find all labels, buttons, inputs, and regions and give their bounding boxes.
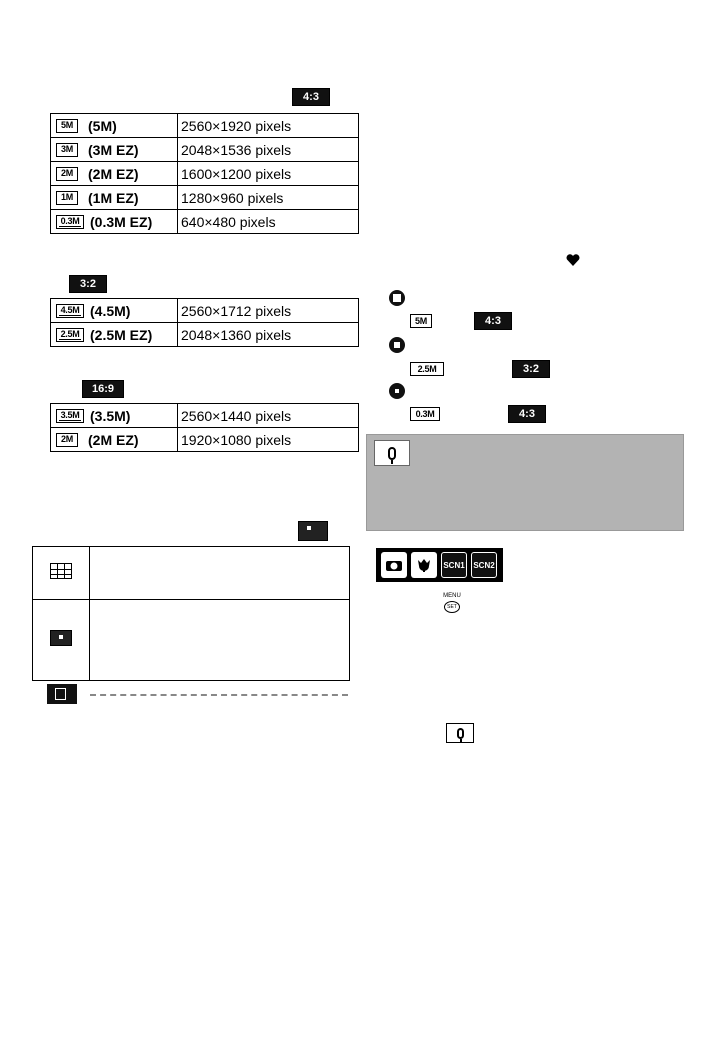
size-label-cell <box>51 162 178 186</box>
size-row <box>51 114 359 138</box>
memo-note-icon <box>47 684 77 704</box>
size-label-wrap <box>51 404 177 427</box>
pixel-count: 2048×1360 pixels <box>178 323 359 347</box>
standard-quality-icon <box>298 521 328 541</box>
size-label-cell <box>51 138 178 162</box>
pixel-count: 2560×1440 pixels <box>178 404 359 428</box>
menu-label: MENU <box>443 593 461 599</box>
pixel-count: 1920×1080 pixels <box>178 428 359 452</box>
size-label-cell <box>51 404 178 428</box>
size-label-cell <box>51 299 178 323</box>
quality-standard-desc <box>90 600 350 681</box>
size-label-wrap <box>51 210 177 233</box>
picture-size-icon: 0.3M <box>410 407 440 421</box>
aspect-badge-16-9: 16:9 <box>82 380 124 398</box>
size-medium-circle-icon <box>389 337 405 353</box>
size-row <box>51 138 359 162</box>
pixel-count: 1600×1200 pixels <box>178 162 359 186</box>
aspect-badge-4-3: 4:3 <box>474 312 512 330</box>
size-name: (2M EZ) <box>88 165 139 182</box>
size-label-cell <box>51 210 178 234</box>
pixel-count: 640×480 pixels <box>178 210 359 234</box>
size-label-cell <box>51 114 178 138</box>
picture-size-icon: 2M <box>56 167 78 181</box>
picture-size-icon: 2.5M <box>410 362 444 376</box>
menu-set-button-icon <box>441 592 463 616</box>
macro-icon <box>411 552 437 578</box>
size-name: (2M EZ) <box>88 431 139 448</box>
pixel-count: 2560×1712 pixels <box>178 299 359 323</box>
microphone-icon <box>457 728 464 739</box>
aspect-badge-4-3: 4:3 <box>292 88 330 106</box>
size-row <box>51 186 359 210</box>
camera-icon <box>381 552 407 578</box>
size-row <box>51 323 359 347</box>
size-row <box>51 299 359 323</box>
size-row <box>51 210 359 234</box>
size-name: (4.5M) <box>90 302 131 319</box>
size-label-wrap <box>51 186 177 209</box>
quality-fine-desc <box>90 547 350 600</box>
size-row <box>51 428 359 452</box>
picture-size-icon: 3M <box>56 143 78 157</box>
size-label-wrap <box>51 114 177 137</box>
picture-size-icon: 5M <box>410 314 432 328</box>
aspect-badge-4-3: 4:3 <box>508 405 546 423</box>
right-line-1 <box>405 312 512 330</box>
note-divider <box>90 694 348 696</box>
size-label-cell <box>51 323 178 347</box>
size-table-16-9 <box>50 403 359 452</box>
size-label-wrap <box>51 138 177 161</box>
size-name: (3.5M) <box>90 407 131 424</box>
quality-row-fine <box>33 547 350 600</box>
size-label-wrap <box>51 162 177 185</box>
size-label-wrap <box>51 428 177 451</box>
set-label: SET <box>444 601 460 613</box>
size-label-cell <box>51 428 178 452</box>
note-box <box>366 434 684 531</box>
picture-size-icon: 2.5M <box>56 328 84 342</box>
picture-size-icon: 5M <box>56 119 78 133</box>
picture-size-icon: 2M <box>56 433 78 447</box>
size-table-4-3 <box>50 113 359 234</box>
quality-fine-cell <box>33 547 90 600</box>
picture-size-icon: 3.5M <box>56 409 84 423</box>
pixel-count: 1280×960 pixels <box>178 186 359 210</box>
heart-icon <box>566 253 580 267</box>
right-line-2 <box>405 360 550 378</box>
picture-size-icon: 4.5M <box>56 304 84 318</box>
aspect-badge-3-2: 3:2 <box>512 360 550 378</box>
microphone-icon <box>388 447 396 460</box>
size-name: (2.5M EZ) <box>90 326 153 343</box>
size-large-circle-icon <box>389 290 405 306</box>
size-table-3-2 <box>50 298 359 347</box>
size-name: (3M EZ) <box>88 141 139 158</box>
standard-quality-icon <box>50 630 72 646</box>
quality-row-standard <box>33 600 350 681</box>
fine-quality-icon <box>50 563 72 579</box>
quality-standard-cell <box>33 600 90 681</box>
size-label-cell <box>51 186 178 210</box>
quality-table <box>32 546 350 681</box>
recording-mode-strip <box>376 548 503 582</box>
pixel-count: 2560×1920 pixels <box>178 114 359 138</box>
microphone-icon-inline <box>446 723 474 743</box>
scene-mode-1-icon: SCN1 <box>441 552 467 578</box>
pixel-count: 2048×1536 pixels <box>178 138 359 162</box>
mic-icon-badge <box>374 440 410 466</box>
size-name: (0.3M EZ) <box>90 213 153 230</box>
size-name: (1M EZ) <box>88 189 139 206</box>
picture-size-icon: 0.3M <box>56 215 84 229</box>
picture-size-icon: 1M <box>56 191 78 205</box>
right-line-3 <box>405 405 546 423</box>
quality-standard-icon-header <box>298 521 328 546</box>
aspect-badge-3-2: 3:2 <box>69 275 107 293</box>
size-label-wrap <box>51 299 177 322</box>
size-small-circle-icon <box>389 383 405 399</box>
size-name: (5M) <box>88 117 117 134</box>
scene-mode-2-icon: SCN2 <box>471 552 497 578</box>
size-row <box>51 162 359 186</box>
size-row <box>51 404 359 428</box>
size-label-wrap <box>51 323 177 346</box>
